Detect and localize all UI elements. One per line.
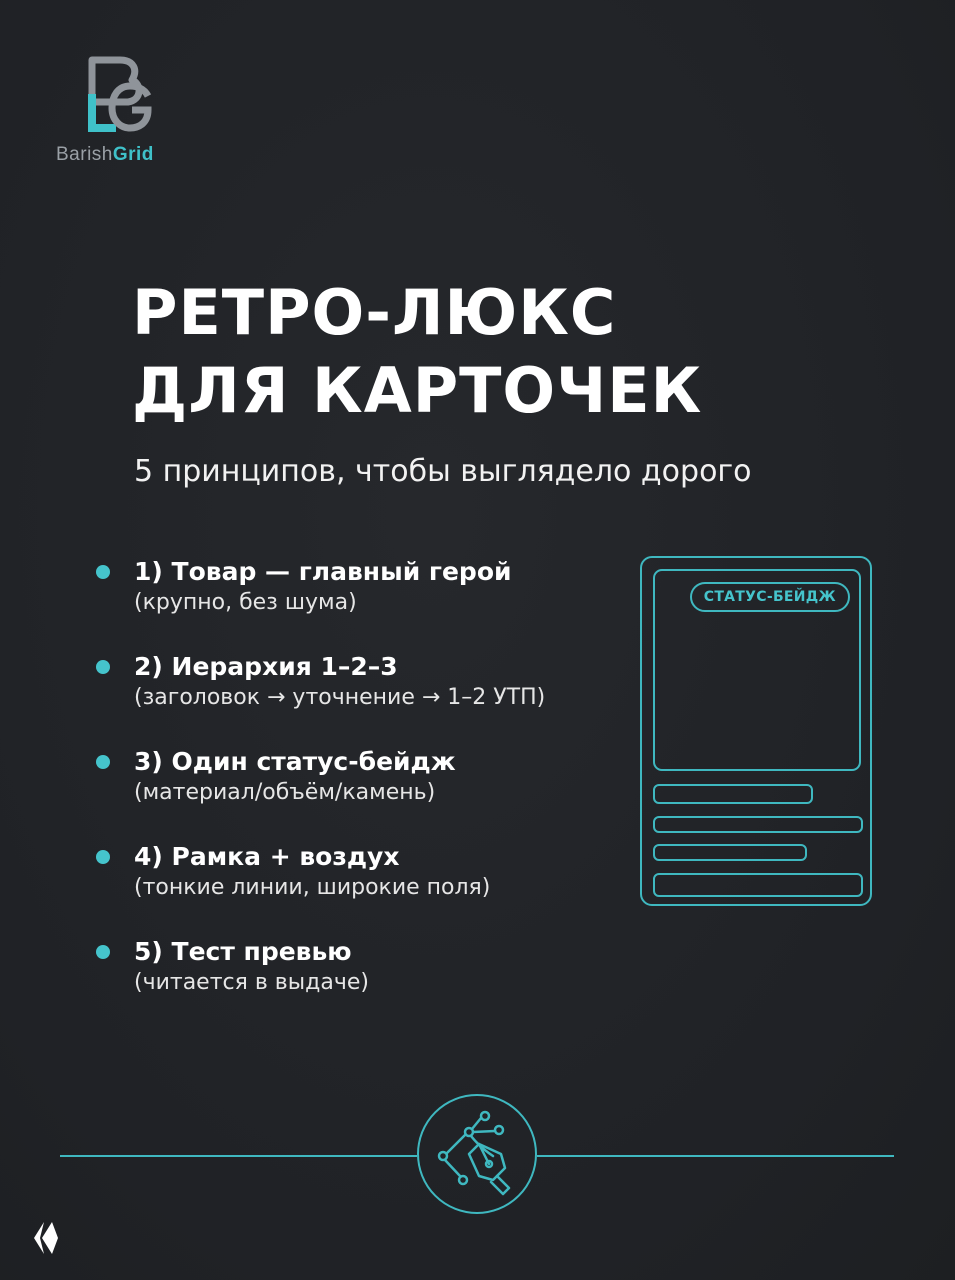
card-image-area (653, 569, 861, 771)
double-chevron-icon (30, 1220, 60, 1256)
principle-title: 5) Тест превью (134, 937, 352, 966)
brand-logo (56, 56, 196, 168)
principle-note: (крупно, без шума) (134, 590, 357, 615)
list-item (96, 841, 636, 936)
bullet-dot-icon (96, 850, 110, 864)
bullet-dot-icon (96, 660, 110, 674)
brand-name (56, 144, 154, 166)
list-item (96, 746, 636, 841)
principles-list (96, 556, 636, 1031)
pen-tool-network-icon (419, 1096, 535, 1212)
principle-note: (читается в выдаче) (134, 970, 369, 995)
page-title (132, 274, 702, 430)
brand-name-part2: Grid (112, 144, 154, 165)
list-item (96, 936, 636, 1031)
principle-note: (тонкие линии, широкие поля) (134, 875, 491, 900)
brand-name-part1: Barish (56, 144, 113, 165)
title-line-2: ДЛЯ КАРТОЧЕК (132, 354, 703, 427)
product-card-mockup (640, 556, 872, 906)
title-line-1: РЕТРО-ЛЮКС (132, 276, 617, 349)
bullet-dot-icon (96, 945, 110, 959)
list-item (96, 556, 636, 651)
list-item (96, 651, 636, 746)
bullet-dot-icon (96, 565, 110, 579)
card-text-line (653, 784, 813, 804)
emblem (417, 1094, 537, 1214)
divider-left (60, 1155, 417, 1157)
principle-title: 3) Один статус-бейдж (134, 747, 456, 776)
page-subtitle: 5 принципов, чтобы выглядело дорого (134, 454, 752, 489)
bg-monogram-icon (86, 56, 156, 136)
principle-title: 1) Товар — главный герой (134, 557, 512, 586)
card-text-line (653, 816, 863, 833)
principle-title: 2) Иерархия 1–2–3 (134, 652, 398, 681)
card-button-placeholder (653, 873, 863, 897)
principle-note: (материал/объём/камень) (134, 780, 436, 805)
divider-right (537, 1155, 894, 1157)
principle-title: 4) Рамка + воздух (134, 842, 400, 871)
principle-note: (заголовок → уточнение → 1–2 УТП) (134, 685, 546, 710)
card-text-line (653, 844, 807, 861)
bullet-dot-icon (96, 755, 110, 769)
status-badge: СТАТУС-БЕЙДЖ (690, 582, 850, 612)
